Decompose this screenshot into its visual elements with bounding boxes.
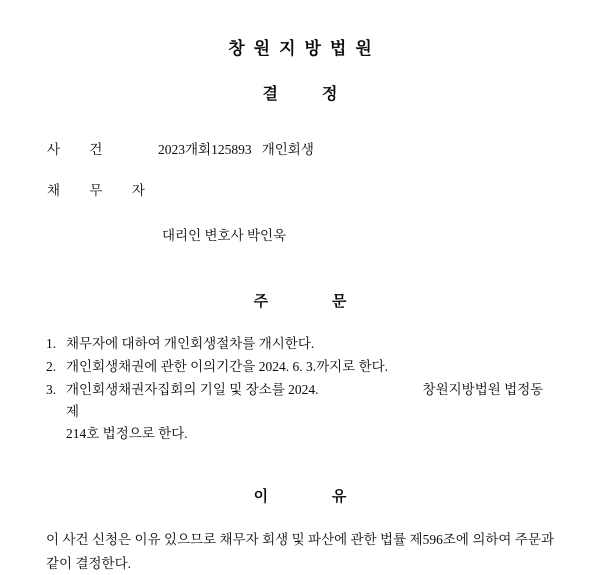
reason-paragraph: 이 사건 신청은 이유 있으므로 채무자 회생 및 파산에 관한 법률 제596조에 의하여 주문과 같이 결정한다. — [46, 532, 554, 571]
order-text: 채무자에 대하여 개인회생절차를 개시한다. — [66, 336, 315, 351]
court-title: 창원지방법원 — [228, 39, 381, 58]
order-text: 개인회생채권에 관한 이의기간을 2024. 6. 3.까지로 한다. — [66, 358, 389, 374]
order-text-before-gap: 개인회생채권자집회의 기일 및 장소를 2024. — [66, 381, 319, 397]
case-number-value: 2023개회125893 개인회생 — [158, 142, 314, 157]
debtor-label: 채 무 자 — [47, 183, 158, 198]
order-item — [46, 379, 554, 423]
order-text — [66, 379, 554, 423]
order-item — [46, 333, 554, 355]
order-number: 1. — [46, 336, 57, 351]
order-number: 3. — [46, 381, 57, 397]
main-text-heading: 주 문 — [253, 294, 377, 310]
debtor-row — [46, 179, 554, 199]
reason-body — [46, 528, 554, 574]
order-text-after-gap: 창원지방법원 법정동 제 — [66, 381, 544, 419]
order-number: 2. — [46, 358, 57, 374]
case-number-row — [46, 138, 554, 158]
order-list — [46, 333, 554, 445]
reason-heading: 이 유 — [253, 489, 377, 506]
order-item — [46, 356, 554, 378]
attorney-line: 대리인 변호사 박인욱 — [162, 228, 287, 243]
case-number-label: 사 건 — [47, 142, 116, 157]
document-kind-title: 결정 — [262, 86, 382, 103]
decision-document-page — [0, 34, 600, 571]
order-continuation: 214호 법정으로 한다. — [66, 426, 188, 442]
